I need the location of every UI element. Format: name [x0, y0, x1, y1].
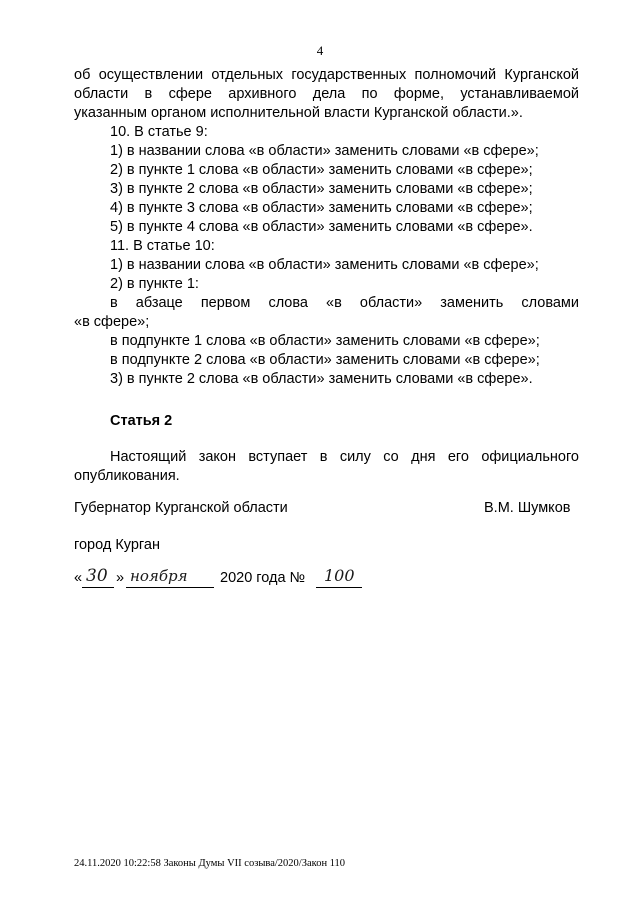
list-item: в подпункте 1 слова «в области» заменить словами «в сфере»; — [110, 333, 540, 349]
date-line — [74, 566, 394, 592]
signatory-title: Губернатор Курганской области — [74, 500, 288, 516]
list-item: 1) в названии слова «в области» заменить словами «в сфере»; — [110, 143, 539, 159]
footer-stamp: 24.11.2020 10:22:58 Законы Думы VII созыва/2020/Закон 110 — [74, 858, 346, 869]
day-blank — [82, 586, 114, 588]
handwritten-number: 100 — [324, 566, 355, 585]
list-item: 5) в пункте 4 слова «в области» заменить словами «в сфере». — [110, 219, 533, 235]
body-line: указанным органом исполнительной власти Курганской области.». — [74, 105, 523, 121]
item-heading: 11. В статье 10: — [110, 238, 215, 254]
city-label: город Курган — [74, 537, 160, 553]
list-item: 1) в названии слова «в области» заменить словами «в сфере»; — [110, 257, 539, 273]
year-label: 2020 года № — [220, 570, 306, 586]
list-item: 3) в пункте 2 слова «в области» заменить словами «в сфере»; — [110, 181, 533, 197]
body-line: области в сфере архивного дела по форме, устанавливаемой — [74, 86, 579, 102]
list-item: 4) в пункте 3 слова «в области» заменить словами «в сфере»; — [110, 200, 533, 216]
article-2-text: Настоящий закон вступает в силу со дня его официального — [110, 449, 579, 465]
body-line: об осуществлении отдельных государственных полномочий Курганской — [74, 67, 579, 83]
number-blank — [316, 586, 362, 588]
list-item-continuation: «в сфере»; — [74, 314, 150, 330]
page-number: 4 — [316, 43, 324, 58]
signatory-name: В.М. Шумков — [484, 500, 571, 516]
open-quote: « — [74, 570, 83, 586]
list-item: 2) в пункте 1 слова «в области» заменить словами «в сфере»; — [110, 162, 533, 178]
handwritten-month: ноября — [130, 567, 188, 585]
close-quote: » — [116, 570, 125, 586]
article-2-text: опубликования. — [74, 468, 180, 484]
article-2-heading: Статья 2 — [110, 413, 173, 429]
list-item: 2) в пункте 1: — [110, 276, 199, 292]
list-item: 3) в пункте 2 слова «в области» заменить словами «в сфере». — [110, 371, 533, 387]
handwritten-day: 30 — [86, 566, 108, 586]
month-blank — [126, 586, 214, 588]
item-heading: 10. В статье 9: — [110, 124, 208, 140]
list-item: в абзаце первом слова «в области» заменить словами — [110, 295, 579, 311]
list-item: в подпункте 2 слова «в области» заменить словами «в сфере»; — [110, 352, 540, 368]
